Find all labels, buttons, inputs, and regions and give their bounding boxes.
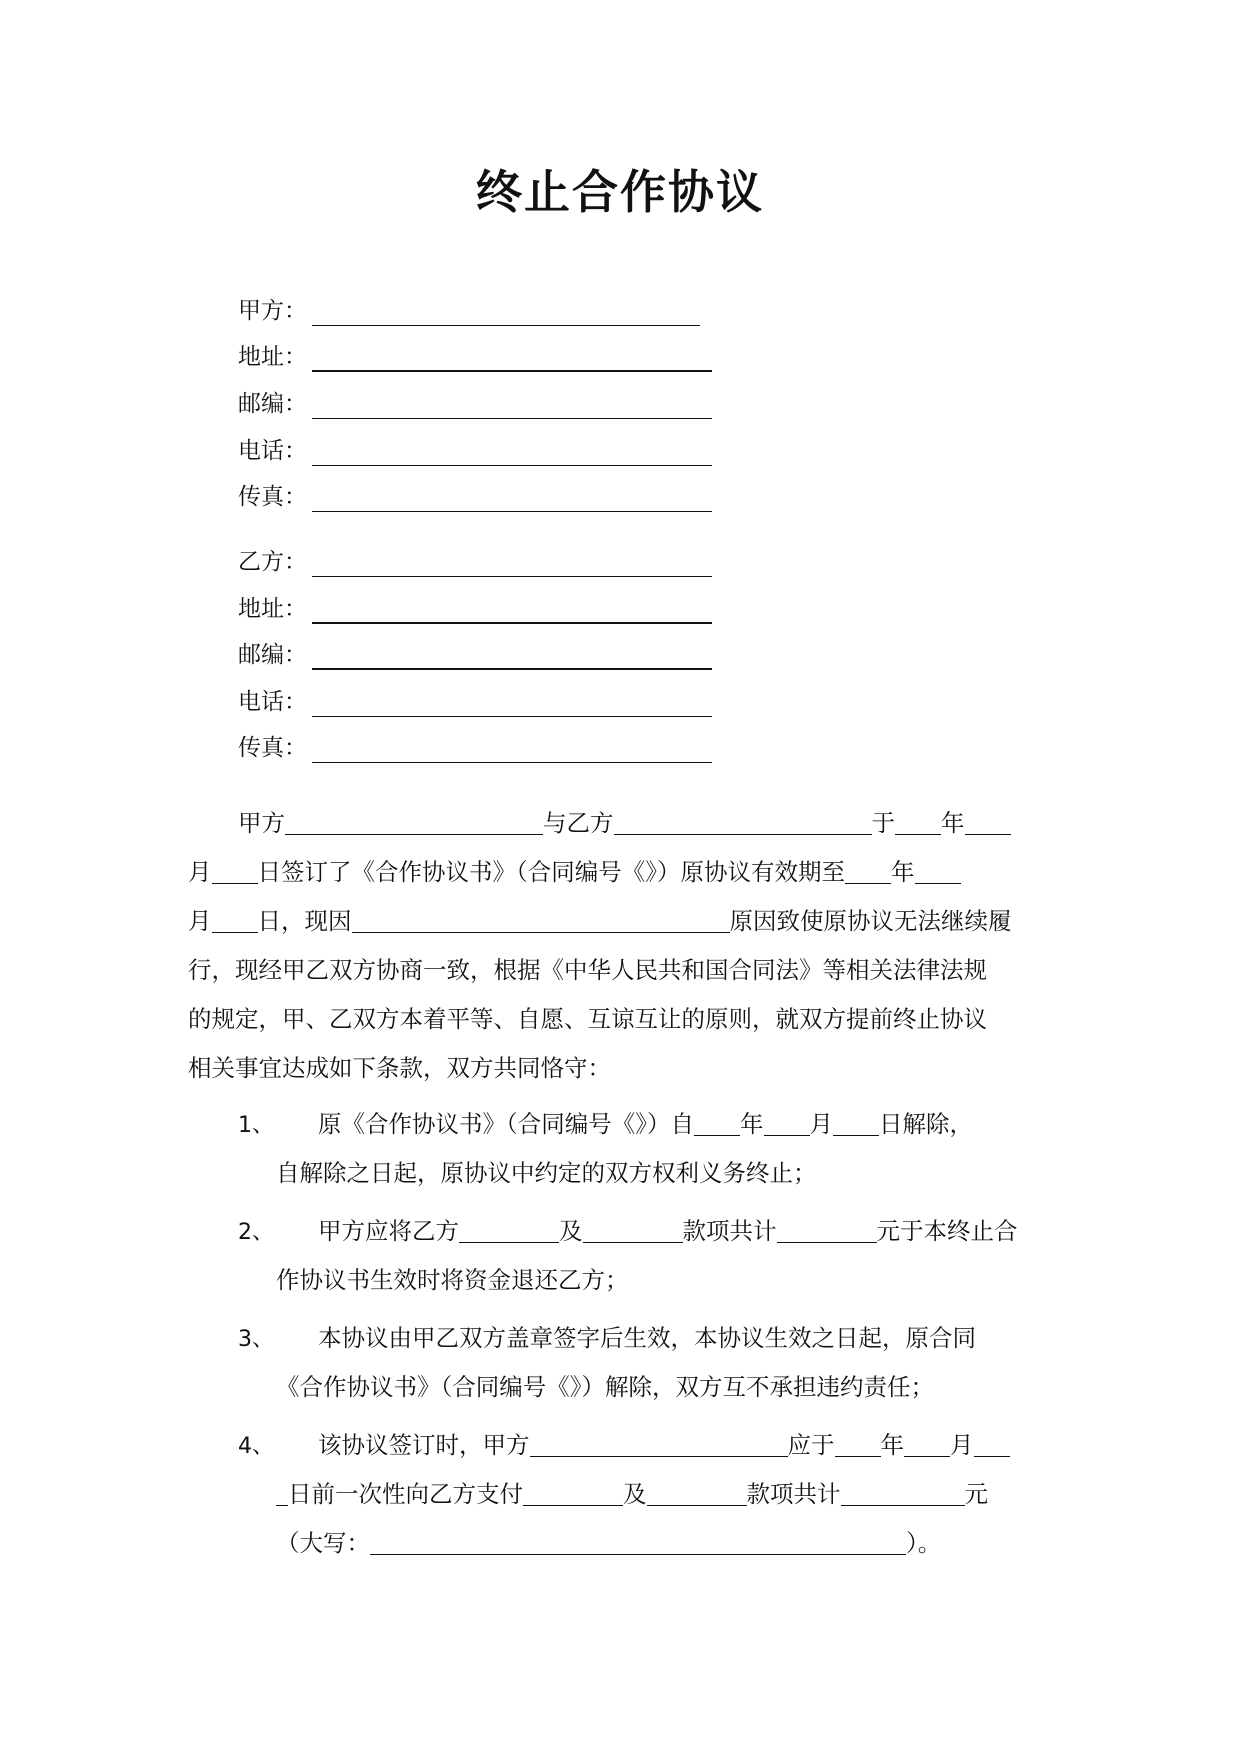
party-a-address-label: 地址：	[238, 344, 307, 370]
clause-text: 元	[964, 1480, 988, 1508]
party-a-name-label: 甲方：	[238, 298, 307, 324]
clause-4-line-3	[276, 1526, 941, 1560]
sign-year-blank[interactable]	[895, 808, 941, 835]
clause-1-line-2: 自解除之日起，原协议中约定的双方权利义务终止；	[276, 1159, 817, 1187]
clause-1-line-1	[318, 1107, 973, 1141]
sign-month-blank[interactable]	[965, 808, 1011, 835]
amount-in-words-blank[interactable]	[370, 1528, 906, 1555]
payment-month-blank[interactable]	[904, 1430, 950, 1457]
party-a-name-blank[interactable]	[312, 325, 700, 326]
party-a-postcode-blank[interactable]	[312, 418, 712, 419]
intro-text: 与乙方	[543, 809, 614, 837]
payment-amount-blank[interactable]	[841, 1479, 965, 1506]
party-a-name-field	[238, 294, 312, 328]
clause-text: ）。	[906, 1529, 942, 1557]
clause-text: 月	[950, 1431, 974, 1459]
sign-day-blank[interactable]	[212, 857, 258, 884]
clause-3-line-2: 《合作协议书》（合同编号《》）解除，双方互不承担违约责任；	[276, 1373, 934, 1401]
party-a-address-blank[interactable]	[312, 370, 712, 372]
clause-text: 日解除，	[879, 1110, 973, 1138]
party-b-address-field	[238, 592, 312, 626]
clause-text: 及	[623, 1480, 647, 1508]
party-b-address-blank[interactable]	[312, 622, 712, 624]
intro-text: 原因致使原协议无法继续履	[729, 907, 1012, 935]
expiry-year-blank[interactable]	[845, 857, 891, 884]
payment-item-2-blank[interactable]	[647, 1479, 747, 1506]
clause-text: 甲方应将乙方	[318, 1217, 459, 1245]
party-a-postcode-field	[238, 387, 312, 421]
payment-item-1-blank[interactable]	[523, 1479, 623, 1506]
document-title: 终止合作协议	[476, 165, 764, 219]
expiry-month-blank[interactable]	[915, 857, 961, 884]
party-b-fax-field	[238, 731, 312, 765]
intro-text: 于	[871, 809, 895, 837]
party-a-postcode-label: 邮编：	[238, 391, 307, 417]
party-a-blank[interactable]	[285, 808, 543, 835]
party-a-fax-label: 传真：	[238, 484, 307, 510]
party-b-phone-field	[238, 685, 312, 719]
party-a-payer-blank[interactable]	[530, 1430, 788, 1457]
reason-blank[interactable]	[352, 906, 730, 933]
clause-text: 元于本终止合	[876, 1217, 1018, 1245]
clause-text: 应于	[787, 1431, 835, 1459]
intro-line-1	[238, 806, 1011, 840]
clause-3-line-1: 本协议由甲乙双方盖章签字后生效，本协议生效之日起，原合同	[318, 1324, 976, 1352]
party-b-blank[interactable]	[614, 808, 872, 835]
intro-line-4: 行，现经甲乙双方协商一致，根据《中华人民共和国合同法》等相关法律法规	[188, 956, 987, 984]
party-a-phone-blank[interactable]	[312, 465, 712, 466]
clause-4-line-1	[318, 1428, 1010, 1462]
expiry-day-blank[interactable]	[212, 906, 258, 933]
termination-month-blank[interactable]	[764, 1109, 810, 1136]
party-a-fax-blank[interactable]	[312, 511, 712, 512]
termination-day-blank[interactable]	[833, 1109, 879, 1136]
clause-text: 原《合作协议书》（合同编号《》）自	[318, 1110, 694, 1138]
intro-text: 年	[941, 809, 965, 837]
intro-text: 月	[188, 907, 212, 935]
clause-text: 年	[740, 1110, 764, 1138]
party-b-phone-blank[interactable]	[312, 716, 712, 717]
clause-text: 月	[809, 1110, 833, 1138]
termination-year-blank[interactable]	[694, 1109, 740, 1136]
clause-number: 1、	[238, 1113, 274, 1138]
intro-line-2	[188, 855, 961, 889]
intro-text: 日，现因	[257, 907, 352, 935]
clause-text: 款项共计	[682, 1217, 777, 1245]
party-a-phone-label: 电话：	[238, 438, 307, 464]
payment-day-blank-start[interactable]	[974, 1430, 1010, 1457]
clause-4-line-2	[276, 1477, 988, 1511]
clause-text: （大写：	[276, 1529, 370, 1557]
party-b-name-blank[interactable]	[312, 576, 712, 577]
party-b-postcode-blank[interactable]	[312, 668, 712, 670]
intro-line-5: 的规定，甲、乙双方本着平等、自愿、互谅互让的原则，就双方提前终止协议	[188, 1005, 987, 1033]
clause-2-line-2: 作协议书生效时将资金退还乙方；	[276, 1266, 629, 1294]
clause-number: 3、	[238, 1327, 274, 1352]
amount-blank[interactable]	[777, 1216, 877, 1243]
party-a-address-field	[238, 340, 312, 374]
clause-number: 4、	[238, 1434, 274, 1459]
item-2-blank[interactable]	[583, 1216, 683, 1243]
party-a-fax-field	[238, 480, 312, 514]
intro-line-6: 相关事宜达成如下条款，双方共同恪守：	[188, 1054, 611, 1082]
payment-day-blank-end[interactable]	[276, 1479, 288, 1506]
clause-text: 款项共计	[746, 1480, 841, 1508]
party-b-postcode-field	[238, 638, 312, 672]
clause-text: 年	[880, 1431, 904, 1459]
party-b-phone-label: 电话：	[238, 689, 307, 715]
party-b-address-label: 地址：	[238, 596, 307, 622]
clause-2-line-1	[318, 1214, 1018, 1248]
clause-text: 日前一次性向乙方支付	[288, 1480, 523, 1508]
party-a-phone-field	[238, 434, 312, 468]
clause-text: 该协议签订时，甲方	[318, 1431, 530, 1459]
payment-year-blank[interactable]	[835, 1430, 881, 1457]
intro-text: 甲方	[238, 809, 285, 837]
intro-text: 月	[188, 858, 212, 886]
party-b-fax-blank[interactable]	[312, 762, 712, 763]
party-b-postcode-label: 邮编：	[238, 642, 307, 668]
intro-line-3	[188, 904, 1012, 938]
party-b-name-label: 乙方：	[238, 549, 307, 575]
item-1-blank[interactable]	[459, 1216, 559, 1243]
intro-text: 年	[891, 858, 915, 886]
clause-text: 及	[559, 1217, 583, 1245]
party-b-name-field	[238, 545, 312, 579]
clause-number: 2、	[238, 1220, 274, 1245]
party-b-fax-label: 传真：	[238, 735, 307, 761]
intro-text: 日签订了《合作协议书》（合同编号《》）原协议有效期至	[257, 858, 845, 886]
